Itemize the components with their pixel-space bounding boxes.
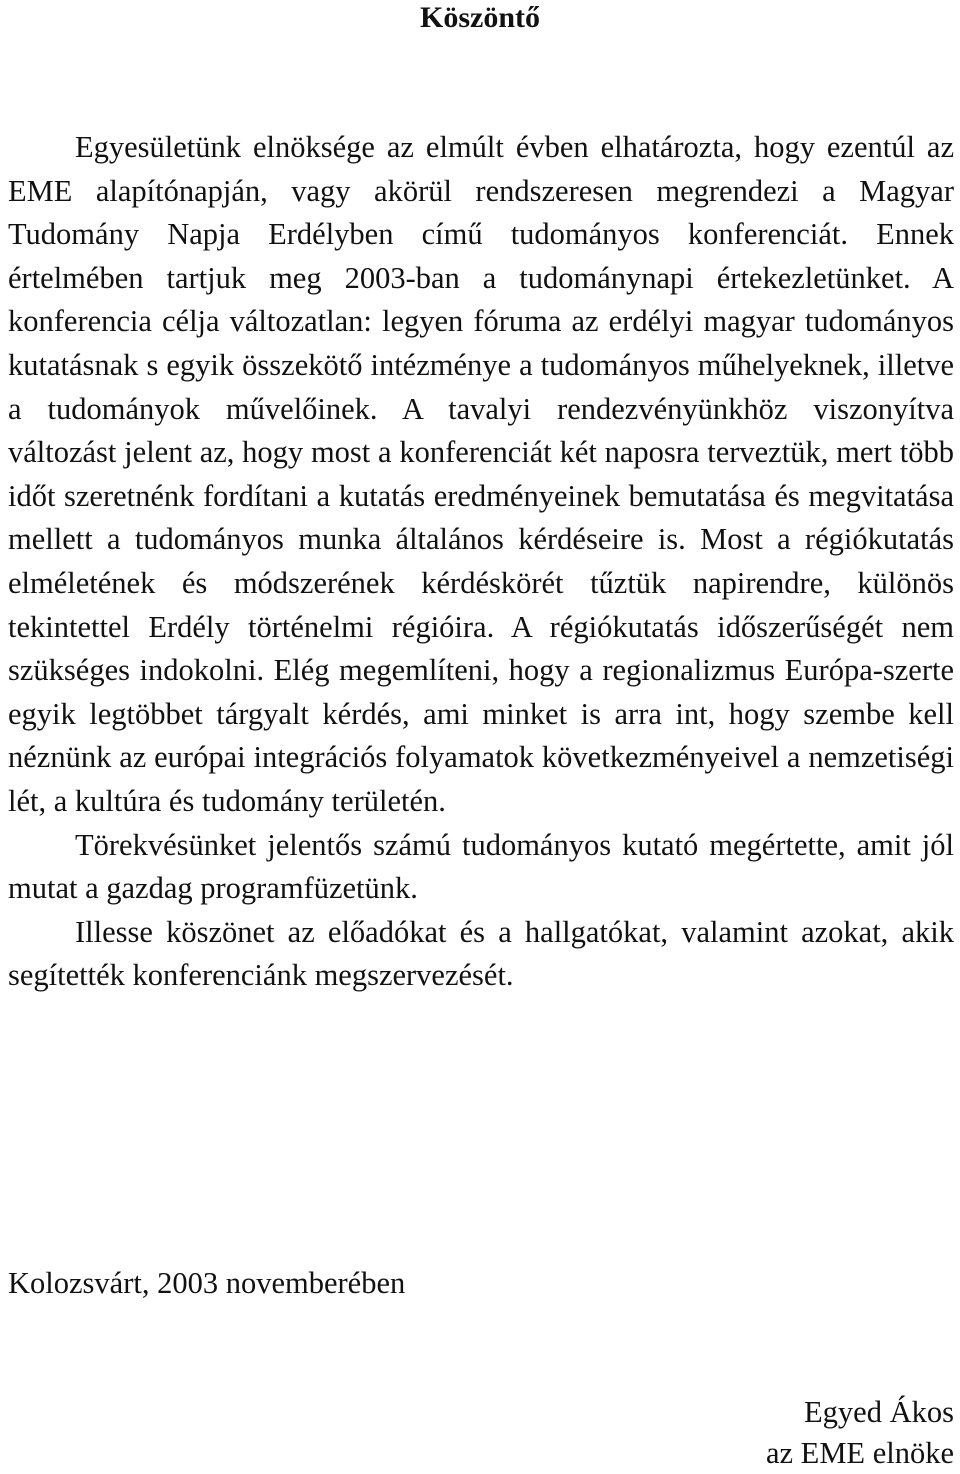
body-text — [8, 126, 954, 998]
paragraph-1: Egyesületünk elnöksége az elmúlt évben elhatározta, hogy ezentúl az EME alapítónapján, vagy akörül rendszeresen megrendezi a Magyar Tudomány Napja Erdélyben című tudományos konferenciát. Ennek értelmében tartjuk meg 2003-ban a tudománynapi értekezletünket. A konferencia célja változatlan: legyen fóruma az erdélyi magyar tudományos kutatásnak s egyik összekötő intézménye a tudományos műhelyeknek, illetve a tudományok művelőinek. A tavalyi rendezvényünkhöz viszonyítva változást jelent az, hogy most a konferenciát két naposra terveztük, mert több időt szeretnénk fordítani a kutatás eredményeinek bemutatása és megvitatása mellett a tudományos munka általános kérdéseire is. Most a régiókutatás elméletének és módszerének kérdéskörét tűztük napirendre, különös tekintettel Erdély történelmi régióira. A régiókutatás időszerűségét nem szükséges indokolni. Elég megemlíteni, hogy a regionalizmus Európa-szerte egyik legtöbbet tárgyalt kérdés, ami minket is arra int, hogy szembe kell néznünk az európai integrációs folyamatok következményeivel a nemzetiségi lét, a kultúra és tudomány területén. — [8, 130, 954, 818]
paragraph-2: Törekvésünket jelentős számú tudományos kutató megértette, amit jól mutat a gazdag programfüzetünk. — [8, 827, 954, 906]
signature-block — [766, 1392, 954, 1474]
signature-role: az EME elnöke — [765, 1436, 954, 1470]
signature-name: Egyed Ákos — [804, 1395, 954, 1429]
page-title: Köszöntő — [420, 1, 540, 34]
place-date: Kolozsvárt, 2003 novemberében — [8, 1266, 406, 1300]
paragraph-3: Illesse köszönet az előadókat és a hallgatókat, valamint azokat, akik segítették konferenciánk megszervezését. — [8, 914, 954, 993]
